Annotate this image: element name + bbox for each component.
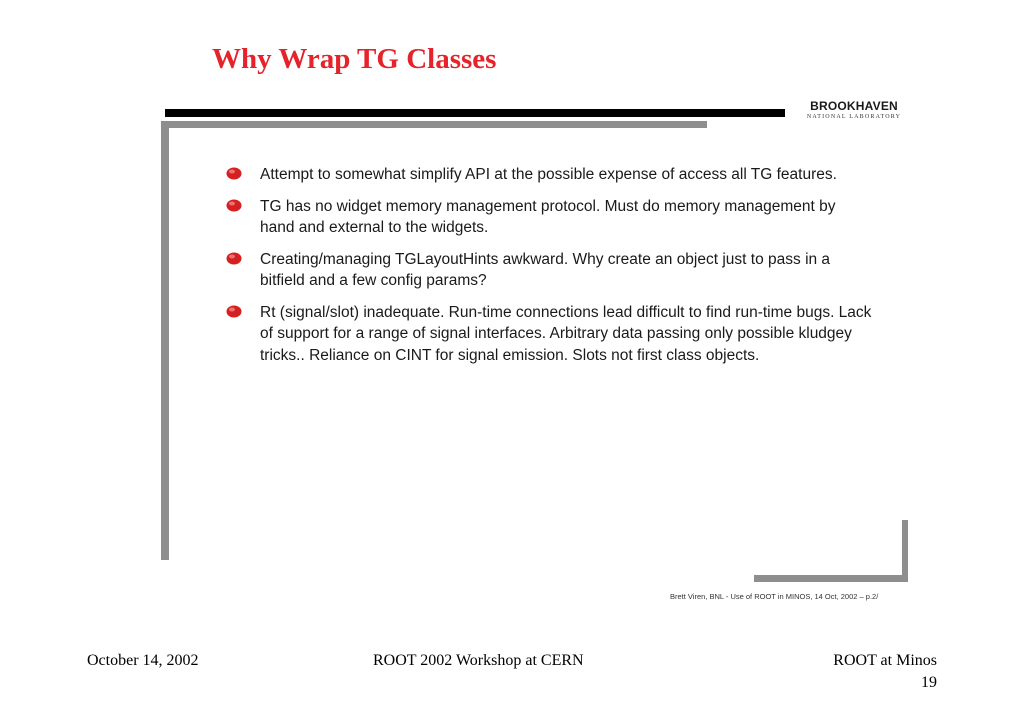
bullet-item — [222, 196, 872, 239]
slide-credit: Brett Viren, BNL - Use of ROOT in MINOS, 14 Oct, 2002 – p.2/ — [670, 592, 879, 601]
bullet-text: TG has no widget memory management protocol. Must do memory management by hand and external to the widgets. — [260, 197, 836, 236]
slide-title: Why Wrap TG Classes — [212, 43, 497, 75]
footer-event: ROOT 2002 Workshop at CERN — [373, 652, 584, 669]
brookhaven-logo — [800, 99, 908, 121]
left-frame-rule — [161, 121, 169, 560]
bullet-text: Attempt to somewhat simplify API at the possible expense of access all TG features. — [260, 166, 837, 183]
logo-subtitle: NATIONAL LABORATORY — [806, 114, 902, 120]
bottom-frame-rule — [754, 575, 908, 582]
footer-date: October 14, 2002 — [87, 652, 199, 669]
red-ball-bullet-icon — [226, 167, 242, 180]
bullet-list — [222, 164, 872, 376]
footer-talk-title: ROOT at Minos — [833, 652, 937, 669]
bullet-text: Rt (signal/slot) inadequate. Run-time connections lead difficult to find run-time bugs. Lack of support for a range of signal interfaces. Arbitrary data passing only possible kludgey tricks.. Reliance on CINT for signal emission. Slots not first class objects. — [260, 303, 872, 364]
bullet-text: Creating/managing TGLayoutHints awkward. Why create an object just to pass in a bitfield and a few config params? — [260, 250, 831, 289]
bullet-item — [222, 164, 872, 186]
red-ball-bullet-icon — [226, 305, 242, 318]
red-ball-bullet-icon — [226, 252, 242, 265]
logo-name: BROOKHAVEN — [810, 99, 898, 113]
bullet-item — [222, 249, 872, 292]
bullet-item — [222, 302, 872, 367]
page-number: 19 — [921, 674, 937, 691]
red-ball-bullet-icon — [226, 199, 242, 212]
right-frame-rule — [902, 520, 908, 582]
header-rule-black — [165, 109, 785, 117]
header-rule-gray — [165, 121, 707, 128]
